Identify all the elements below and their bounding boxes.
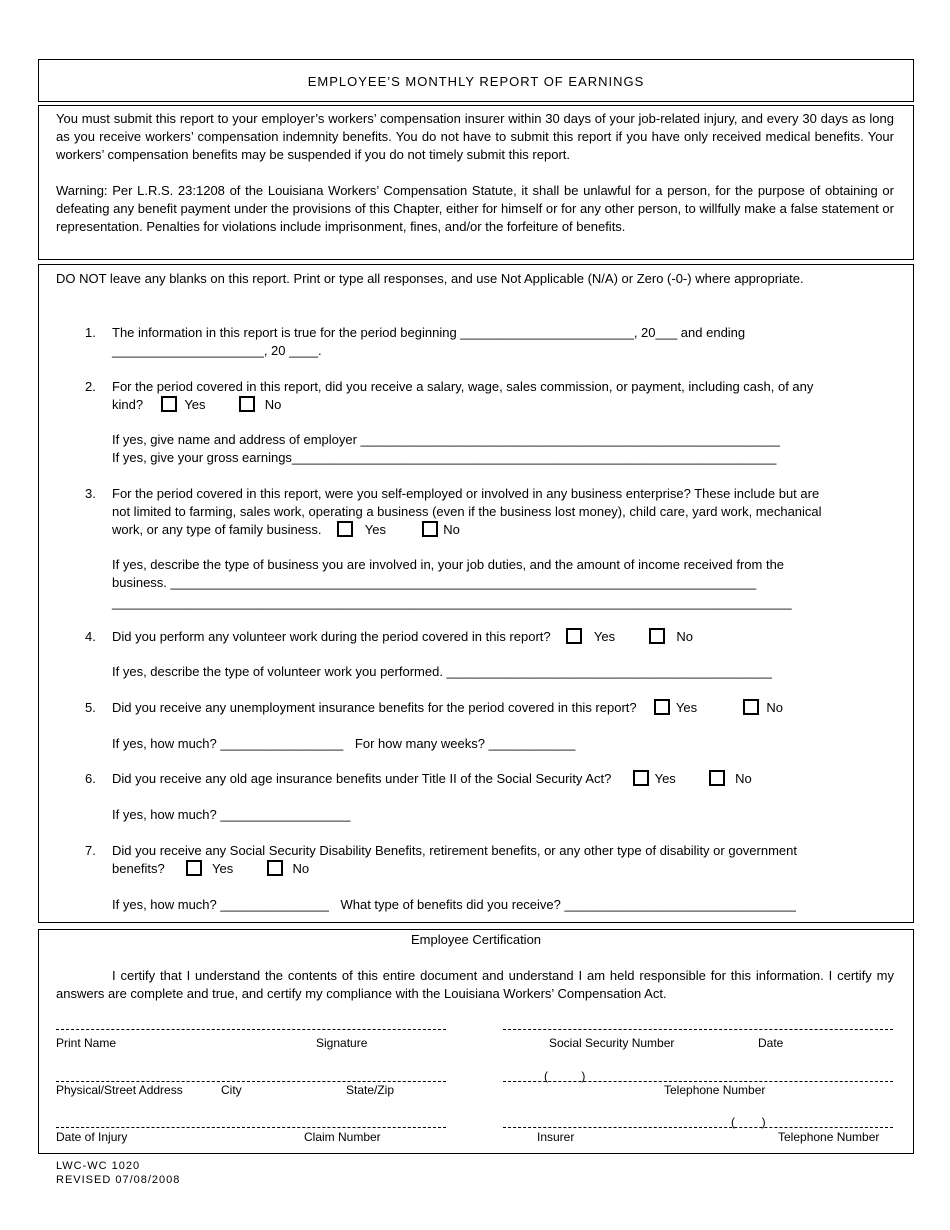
date-label: Date <box>758 1036 784 1050</box>
q3-yes-checkbox[interactable] <box>337 521 353 537</box>
q4-question-row <box>112 628 693 646</box>
q4-number: 4. <box>85 629 96 644</box>
q3-line1: For the period covered in this report, were you self-employed or involved in any business enterprise? These include but are <box>112 486 820 501</box>
q7-how-much-field[interactable]: If yes, how much? _______________ <box>112 897 329 912</box>
q7-no-checkbox[interactable] <box>267 860 283 876</box>
q7-benefits-text: benefits? <box>112 861 165 876</box>
q5-yes-label: Yes <box>675 700 698 715</box>
q5-followup-row <box>112 735 575 753</box>
q5-no-checkbox[interactable] <box>743 699 759 715</box>
form-id: LWC-WC 1020 <box>56 1160 141 1172</box>
q3-desc-line1: If yes, describe the type of business you are involved in, your job duties, and the amount of income received from the <box>112 557 785 572</box>
q3-desc-field-2[interactable]: ______________________________________________________________________________________________ <box>112 595 792 610</box>
q3-desc-field[interactable]: business. _________________________________________________________________________________ <box>112 575 757 590</box>
q4-yes-label: Yes <box>593 629 616 644</box>
q6-question: Did you receive any old age insurance benefits under Title II of the Social Security Act? <box>112 771 612 786</box>
q7-answer-row <box>112 860 309 878</box>
q6-no-checkbox[interactable] <box>709 770 725 786</box>
q3-no-checkbox[interactable] <box>422 521 438 537</box>
q3-line2: not limited to farming, sales work, operating a business (even if the business lost money), child care, yard work, mechanical <box>112 504 822 519</box>
questions-box <box>38 264 914 923</box>
q6-question-row <box>112 770 752 788</box>
ssn-date-line[interactable] <box>503 1029 893 1030</box>
form-title: EMPLOYEE’S MONTHLY REPORT OF EARNINGS <box>307 74 645 89</box>
q5-question-row <box>112 699 783 717</box>
q6-yes-label: Yes <box>654 771 676 786</box>
certification-text: I certify that I understand the contents of this entire document and understand I am held responsible for this information. I certify my answers are complete and true, and certify my compliance with the Louisiana Workers’ Compensation Act. <box>56 968 894 1001</box>
q6-how-much-field[interactable]: If yes, how much? __________________ <box>112 807 351 822</box>
q4-no-label: No <box>676 629 693 644</box>
claim-number-label: Claim Number <box>304 1130 381 1144</box>
q2-no-label: No <box>264 397 282 412</box>
q5-no-label: No <box>766 700 783 715</box>
q3-line3: work, or any type of family business. <box>112 522 322 537</box>
q4-no-checkbox[interactable] <box>649 628 665 644</box>
address-line[interactable] <box>56 1081 446 1082</box>
q5-how-much-field[interactable]: If yes, how much? _________________ <box>112 736 344 751</box>
print-name-label: Print Name <box>56 1036 117 1050</box>
q5-weeks-field[interactable]: For how many weeks? ____________ <box>354 736 576 751</box>
q5-yes-checkbox[interactable] <box>654 699 670 715</box>
q7-number: 7. <box>85 843 96 858</box>
certification-box <box>38 929 914 1154</box>
q7-type-field[interactable]: What type of benefits did you receive? ________________________________ <box>340 897 796 912</box>
q5-question: Did you receive any unemployment insurance benefits for the period covered in this report? <box>112 700 637 715</box>
address-label: Physical/Street Address <box>56 1083 183 1097</box>
q7-yes-label: Yes <box>212 861 234 876</box>
state-zip-label: State/Zip <box>346 1083 395 1097</box>
q7-line1: Did you receive any Social Security Disability Benefits, retirement benefits, or any other type of disability or government <box>112 843 797 858</box>
q2-number: 2. <box>85 379 96 394</box>
warning-paragraph: Warning: Per L.R.S. 23:1208 of the Louisiana Workers’ Compensation Statute, it shall be unlawful for a person, for the purpose of obtaining or defeating any benefit payment under the provisions of this Chapter, either for himself or for any other person, to willfully make a false statement or representation. Penalties for violations include imprisonment, fines, and/or the forfeiture of benefits. <box>56 183 894 234</box>
q7-no-label: No <box>292 861 310 876</box>
q5-number: 5. <box>85 700 96 715</box>
intro-box <box>38 105 914 260</box>
revised-date: REVISED 07/08/2008 <box>56 1174 181 1186</box>
instructions: DO NOT leave any blanks on this report. Print or type all responses, and use Not Applicable (N/A) or Zero (-0-) where appropriate. <box>56 271 804 286</box>
q6-yes-checkbox[interactable] <box>633 770 649 786</box>
insurer-telephone-line[interactable] <box>503 1127 893 1128</box>
q4-yes-checkbox[interactable] <box>566 628 582 644</box>
q2-no-checkbox[interactable] <box>239 396 255 412</box>
q2-employer-field[interactable]: If yes, give name and address of employer __________________________________________________________ <box>112 432 780 447</box>
q2-yes-label: Yes <box>184 397 206 412</box>
q7-yes-checkbox[interactable] <box>186 860 202 876</box>
injury-claim-line[interactable] <box>56 1127 446 1128</box>
q2-earnings-field[interactable]: If yes, give your gross earnings___________________________________________________________________ <box>112 450 777 465</box>
insurer-telephone-label: Telephone Number <box>778 1130 880 1144</box>
q1-line2: _____________________, 20 ____. <box>112 343 322 358</box>
print-name-signature-line[interactable] <box>56 1029 446 1030</box>
q4-followup-field[interactable]: If yes, describe the type of volunteer work you performed. _____________________________________________ <box>112 664 772 679</box>
q7-followup-row <box>112 896 796 914</box>
q4-question: Did you perform any volunteer work during the period covered in this report? <box>112 629 551 644</box>
insurer-label: Insurer <box>537 1130 575 1144</box>
q1-line1: The information in this report is true for the period beginning ________________________, 20___ and ending <box>112 325 746 340</box>
telephone-parens: ( ) <box>544 1069 586 1083</box>
q3-number: 3. <box>85 486 96 501</box>
signature-label: Signature <box>316 1036 368 1050</box>
city-label: City <box>221 1083 242 1097</box>
q3-answer-row <box>112 521 460 539</box>
intro-paragraph: You must submit this report to your employer’s workers’ compensation insurer within 30 days of your job-related injury, and every 30 days as long as you receive workers’ compensation indemnity benefits. You do not have to submit this report if you have only received medical benefits. Your workers’ compensation benefits may be suspended if you do not timely submit this report. <box>56 111 894 162</box>
q6-no-label: No <box>735 771 752 786</box>
insurer-telephone-parens: ( ) <box>731 1115 766 1129</box>
certification-heading: Employee Certification <box>410 932 542 947</box>
q2-kind-text: kind? <box>112 397 144 412</box>
ssn-label: Social Security Number <box>549 1036 675 1050</box>
q2-line1: For the period covered in this report, did you receive a salary, wage, sales commission, or payment, including cash, of any <box>112 379 814 394</box>
telephone-label: Telephone Number <box>664 1083 766 1097</box>
q3-no-label: No <box>443 522 460 537</box>
date-of-injury-label: Date of Injury <box>56 1130 128 1144</box>
q3-yes-label: Yes <box>364 522 386 537</box>
q2-yes-checkbox[interactable] <box>161 396 177 412</box>
q6-number: 6. <box>85 771 96 786</box>
q2-answer-row <box>112 396 281 414</box>
title-box <box>38 59 914 102</box>
q1-number: 1. <box>85 325 96 340</box>
